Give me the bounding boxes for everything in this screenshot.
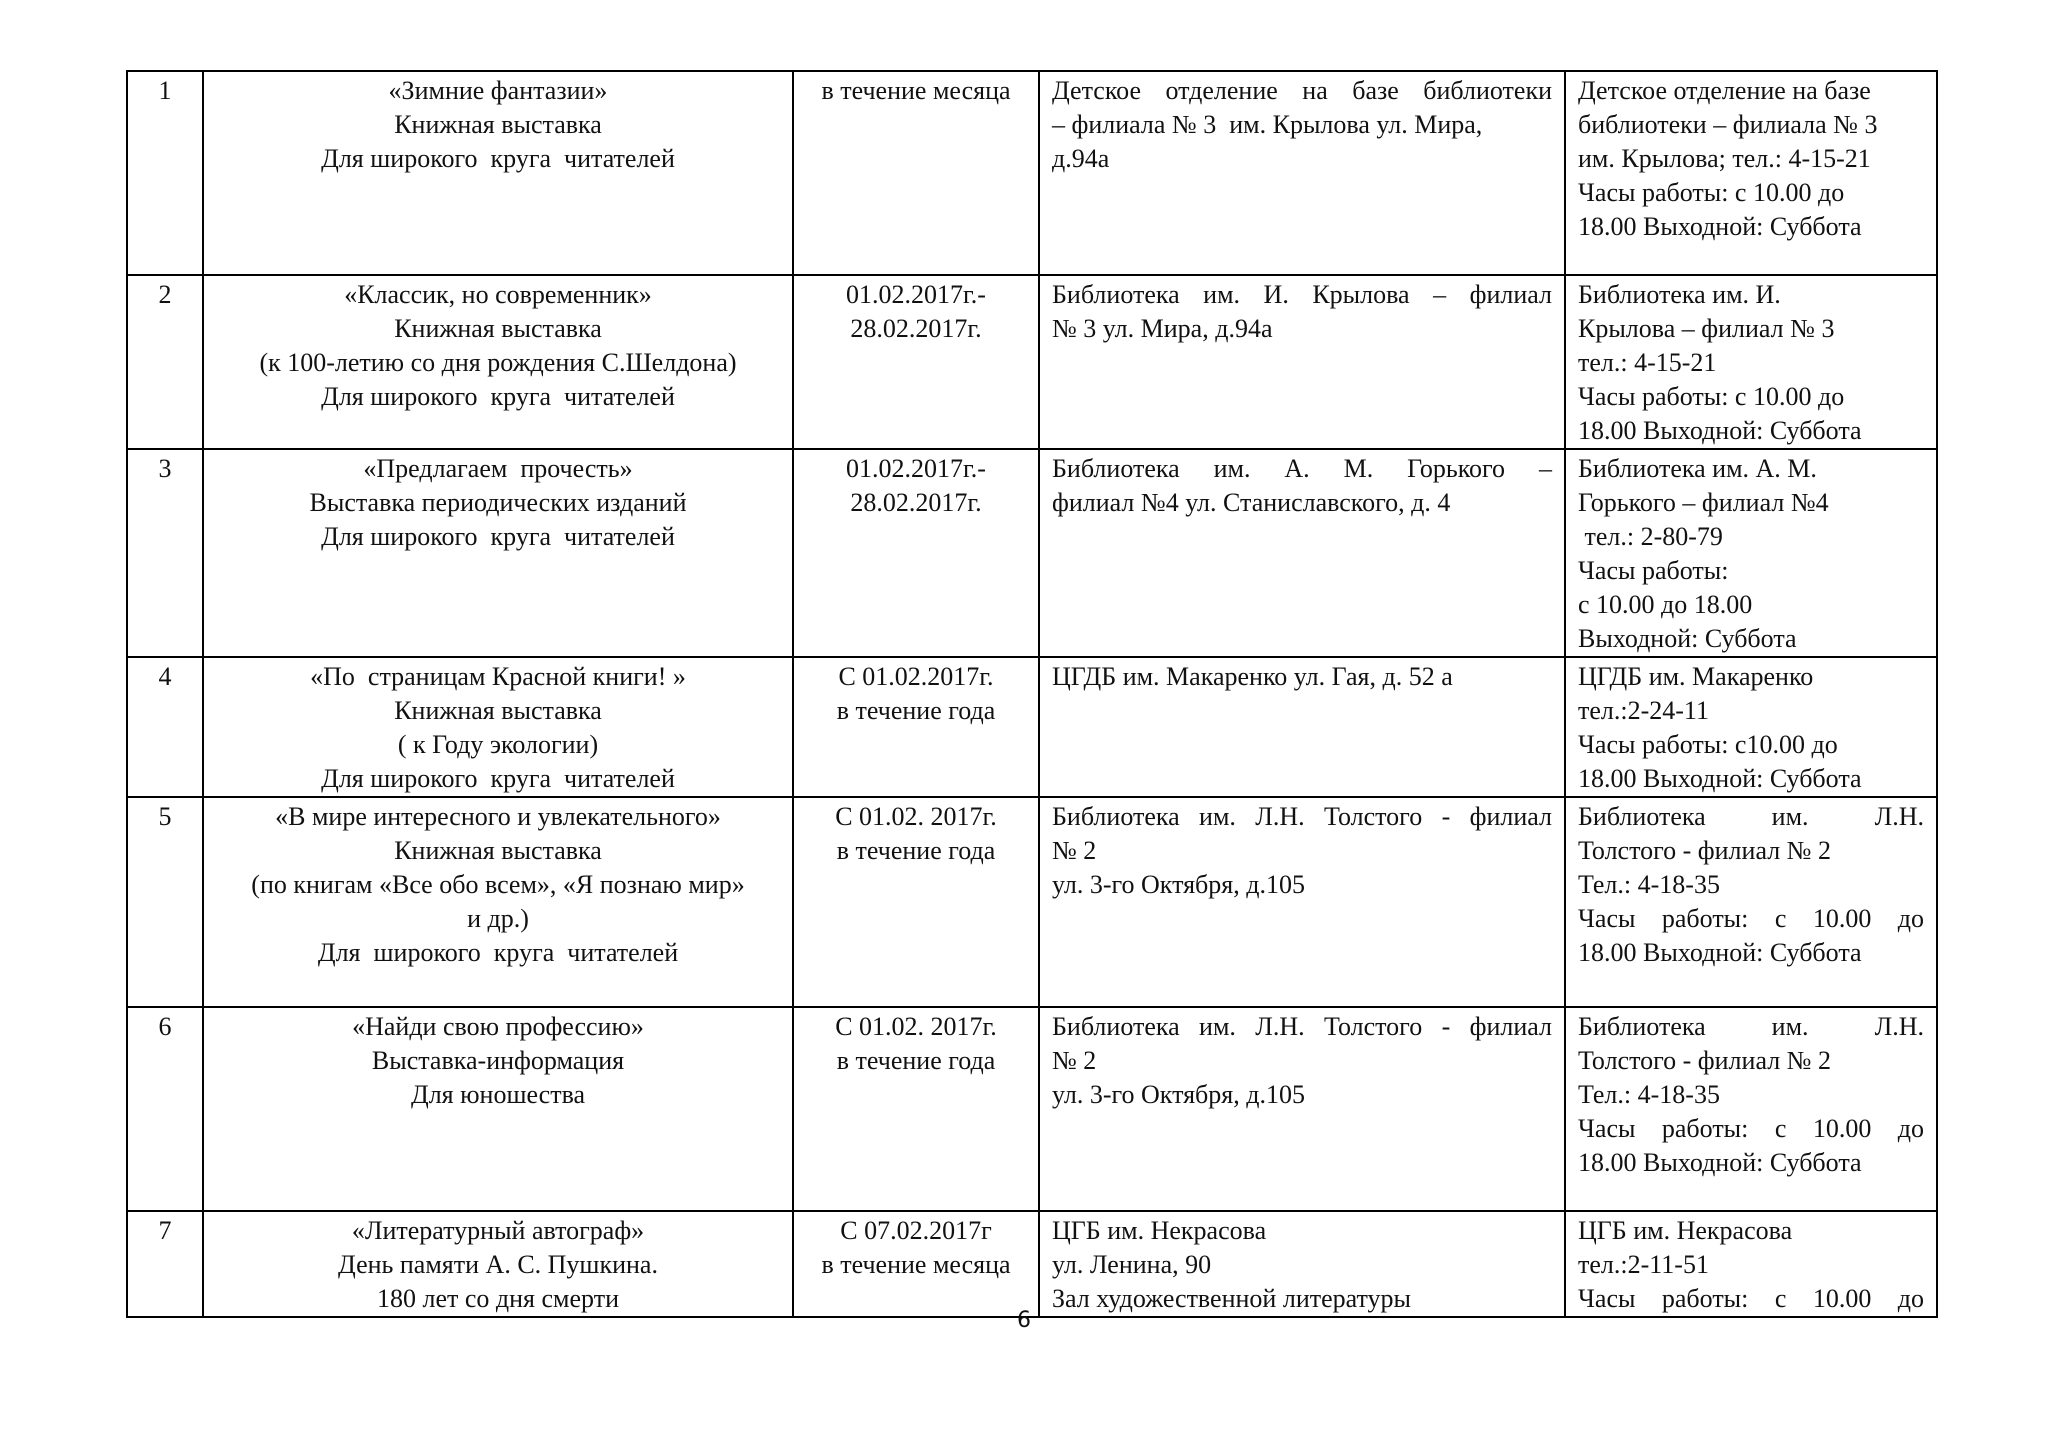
contact-line: Часы работы: с 10.00 до	[1578, 904, 1924, 933]
contact-line: 18.00 Выходной: Суббота	[1578, 212, 1862, 241]
title-line: (к 100-летию со дня рождения С.Шелдона)	[259, 348, 737, 377]
contact-line: 18.00 Выходной: Суббота	[1578, 1148, 1862, 1177]
place-line: – филиала № 3 им. Крылова ул. Мира,	[1052, 110, 1483, 139]
event-contact-cell	[1565, 71, 1937, 275]
title-line: День памяти А. С. Пушкина.	[338, 1250, 658, 1279]
contact-line: Толстого - филиал № 2	[1578, 1046, 1831, 1075]
event-place-cell	[1039, 71, 1565, 275]
contact-line: Тел.: 4-18-35	[1578, 870, 1720, 899]
date-line: в течение месяца	[821, 1250, 1011, 1279]
contact-line: ЦГДБ им. Макаренко	[1578, 662, 1814, 691]
title-line: 180 лет со дня смерти	[377, 1284, 619, 1313]
table-row	[127, 1211, 1937, 1317]
event-date-cell	[793, 449, 1039, 657]
row-number-cell: 5	[127, 797, 203, 1007]
contact-line: библиотеки – филиала № 3	[1578, 110, 1878, 139]
row-number-cell: 3	[127, 449, 203, 657]
date-line: в течение года	[836, 1046, 996, 1075]
event-title-cell	[203, 275, 793, 449]
events-table	[126, 70, 1938, 1318]
page-number: 6	[1017, 1308, 1031, 1333]
event-title-cell	[203, 657, 793, 797]
row-number-cell: 2	[127, 275, 203, 449]
event-title-cell	[203, 449, 793, 657]
event-contact-cell	[1565, 275, 1937, 449]
date-line: С 01.02. 2017г.	[835, 802, 997, 831]
contact-line: тел.: 2-80-79	[1578, 522, 1723, 551]
place-line: Зал художественной литературы	[1052, 1284, 1411, 1313]
event-title-cell	[203, 797, 793, 1007]
contact-line: 18.00 Выходной: Суббота	[1578, 764, 1862, 793]
place-line: № 3 ул. Мира, д.94а	[1052, 314, 1273, 343]
date-line: 01.02.2017г.-	[846, 454, 986, 483]
contact-line: Часы работы: с 10.00 до	[1578, 1284, 1924, 1313]
contact-line: Толстого - филиал № 2	[1578, 836, 1831, 865]
contact-line: Тел.: 4-18-35	[1578, 1080, 1720, 1109]
table-row	[127, 797, 1937, 1007]
place-line: Библиотека им. И. Крылова – филиал	[1052, 280, 1552, 309]
date-line: в течение года	[836, 836, 996, 865]
title-line: Книжная выставка	[394, 696, 602, 725]
event-place-cell	[1039, 1211, 1565, 1317]
contact-line: Библиотека им. И.	[1578, 280, 1781, 309]
title-line: Для широкого круга читателей	[321, 144, 675, 173]
event-title-cell	[203, 1211, 793, 1317]
contact-line: Библиотека им. А. М.	[1578, 454, 1817, 483]
event-date-cell	[793, 1211, 1039, 1317]
place-line: ЦГБ им. Некрасова	[1052, 1216, 1267, 1245]
event-contact-cell	[1565, 1211, 1937, 1317]
event-place-cell	[1039, 797, 1565, 1007]
title-line: Для юношества	[410, 1080, 586, 1109]
row-number-cell: 1	[127, 71, 203, 275]
title-line: «В мире интересного и увлекательного»	[275, 802, 721, 831]
event-place-cell	[1039, 275, 1565, 449]
place-line: Библиотека им. Л.Н. Толстого - филиал	[1052, 1012, 1552, 1041]
place-line: Библиотека им. А. М. Горького –	[1052, 454, 1552, 483]
place-line: ЦГДБ им. Макаренко ул. Гая, д. 52 а	[1052, 662, 1453, 691]
contact-line: Часы работы: с 10.00 до	[1578, 178, 1845, 207]
title-line: Для широкого круга читателей	[321, 764, 675, 793]
row-number-cell: 4	[127, 657, 203, 797]
place-line: филиал №4 ул. Станиславского, д. 4	[1052, 488, 1451, 517]
title-line: Для широкого круга читателей	[317, 938, 679, 967]
event-date-cell	[793, 275, 1039, 449]
title-line: Выставка периодических изданий	[309, 488, 687, 517]
event-place-cell	[1039, 657, 1565, 797]
table-row	[127, 449, 1937, 657]
event-title-cell	[203, 1007, 793, 1211]
contact-line: тел.:2-11-51	[1578, 1250, 1709, 1279]
contact-line: Часы работы: с10.00 до	[1578, 730, 1838, 759]
contact-line: ЦГБ им. Некрасова	[1578, 1216, 1793, 1245]
contact-line: Библиотека им. Л.Н.	[1578, 802, 1924, 831]
place-line: Детское отделение на базе библиотеки	[1052, 76, 1552, 105]
title-line: ( к Году экологии)	[397, 730, 599, 759]
table-row	[127, 657, 1937, 797]
date-line: в течение месяца	[821, 76, 1011, 105]
title-line: «Классик, но современник»	[344, 280, 652, 309]
event-contact-cell	[1565, 657, 1937, 797]
row-number-cell: 6	[127, 1007, 203, 1211]
date-line: 28.02.2017г.	[850, 314, 982, 343]
contact-line: 18.00 Выходной: Суббота	[1578, 416, 1862, 445]
place-line: ул. 3-го Октября, д.105	[1052, 870, 1305, 899]
date-line: 28.02.2017г.	[850, 488, 982, 517]
title-line: Для широкого круга читателей	[321, 382, 675, 411]
place-line: № 2	[1052, 836, 1097, 865]
event-contact-cell	[1565, 449, 1937, 657]
title-line: «Найди свою профессию»	[352, 1012, 644, 1041]
event-date-cell	[793, 657, 1039, 797]
event-date-cell	[793, 797, 1039, 1007]
date-line: 01.02.2017г.-	[846, 280, 986, 309]
date-line: С 01.02.2017г.	[838, 662, 994, 691]
title-line: «Предлагаем прочесть»	[363, 454, 633, 483]
event-contact-cell	[1565, 1007, 1937, 1211]
title-line: (по книгам «Все обо всем», «Я познаю мир»	[251, 870, 745, 899]
contact-line: Часы работы:	[1578, 556, 1729, 585]
contact-line: Горького – филиал №4	[1578, 488, 1829, 517]
title-line: Книжная выставка	[394, 110, 602, 139]
title-line: Выставка-информация	[371, 1046, 625, 1075]
title-line: «Зимние фантазии»	[388, 76, 608, 105]
place-line: № 2	[1052, 1046, 1097, 1075]
place-line: ул. 3-го Октября, д.105	[1052, 1080, 1305, 1109]
contact-line: Библиотека им. Л.Н.	[1578, 1012, 1924, 1041]
contact-line: Часы работы: с 10.00 до	[1578, 1114, 1924, 1143]
event-contact-cell	[1565, 797, 1937, 1007]
table-row	[127, 275, 1937, 449]
place-line: Библиотека им. Л.Н. Толстого - филиал	[1052, 802, 1552, 831]
table-row	[127, 1007, 1937, 1211]
contact-line: тел.:2-24-11	[1578, 696, 1709, 725]
place-line: ул. Ленина, 90	[1052, 1250, 1212, 1279]
events-table-body	[127, 71, 1937, 1317]
row-number-cell: 7	[127, 1211, 203, 1317]
title-line: Книжная выставка	[394, 836, 602, 865]
contact-line: Выходной: Суббота	[1578, 624, 1797, 653]
contact-line: тел.: 4-15-21	[1578, 348, 1717, 377]
title-line: Для широкого круга читателей	[321, 522, 675, 551]
contact-line: Часы работы: с 10.00 до	[1578, 382, 1845, 411]
event-place-cell	[1039, 1007, 1565, 1211]
contact-line: с 10.00 до 18.00	[1578, 590, 1753, 619]
title-line: Книжная выставка	[394, 314, 602, 343]
event-title-cell	[203, 71, 793, 275]
event-date-cell	[793, 1007, 1039, 1211]
date-line: в течение года	[836, 696, 996, 725]
table-row	[127, 71, 1937, 275]
date-line: С 07.02.2017г	[840, 1216, 992, 1245]
title-line: «По страницам Красной книги! »	[310, 662, 686, 691]
contact-line: 18.00 Выходной: Суббота	[1578, 938, 1862, 967]
contact-line: Крылова – филиал № 3	[1578, 314, 1835, 343]
event-date-cell	[793, 71, 1039, 275]
title-line: и др.)	[467, 904, 529, 933]
title-line: «Литературный автограф»	[351, 1216, 645, 1245]
date-line: С 01.02. 2017г.	[835, 1012, 997, 1041]
event-place-cell	[1039, 449, 1565, 657]
place-line: д.94а	[1052, 144, 1110, 173]
contact-line: им. Крылова; тел.: 4-15-21	[1578, 144, 1871, 173]
contact-line: Детское отделение на базе	[1578, 76, 1871, 105]
